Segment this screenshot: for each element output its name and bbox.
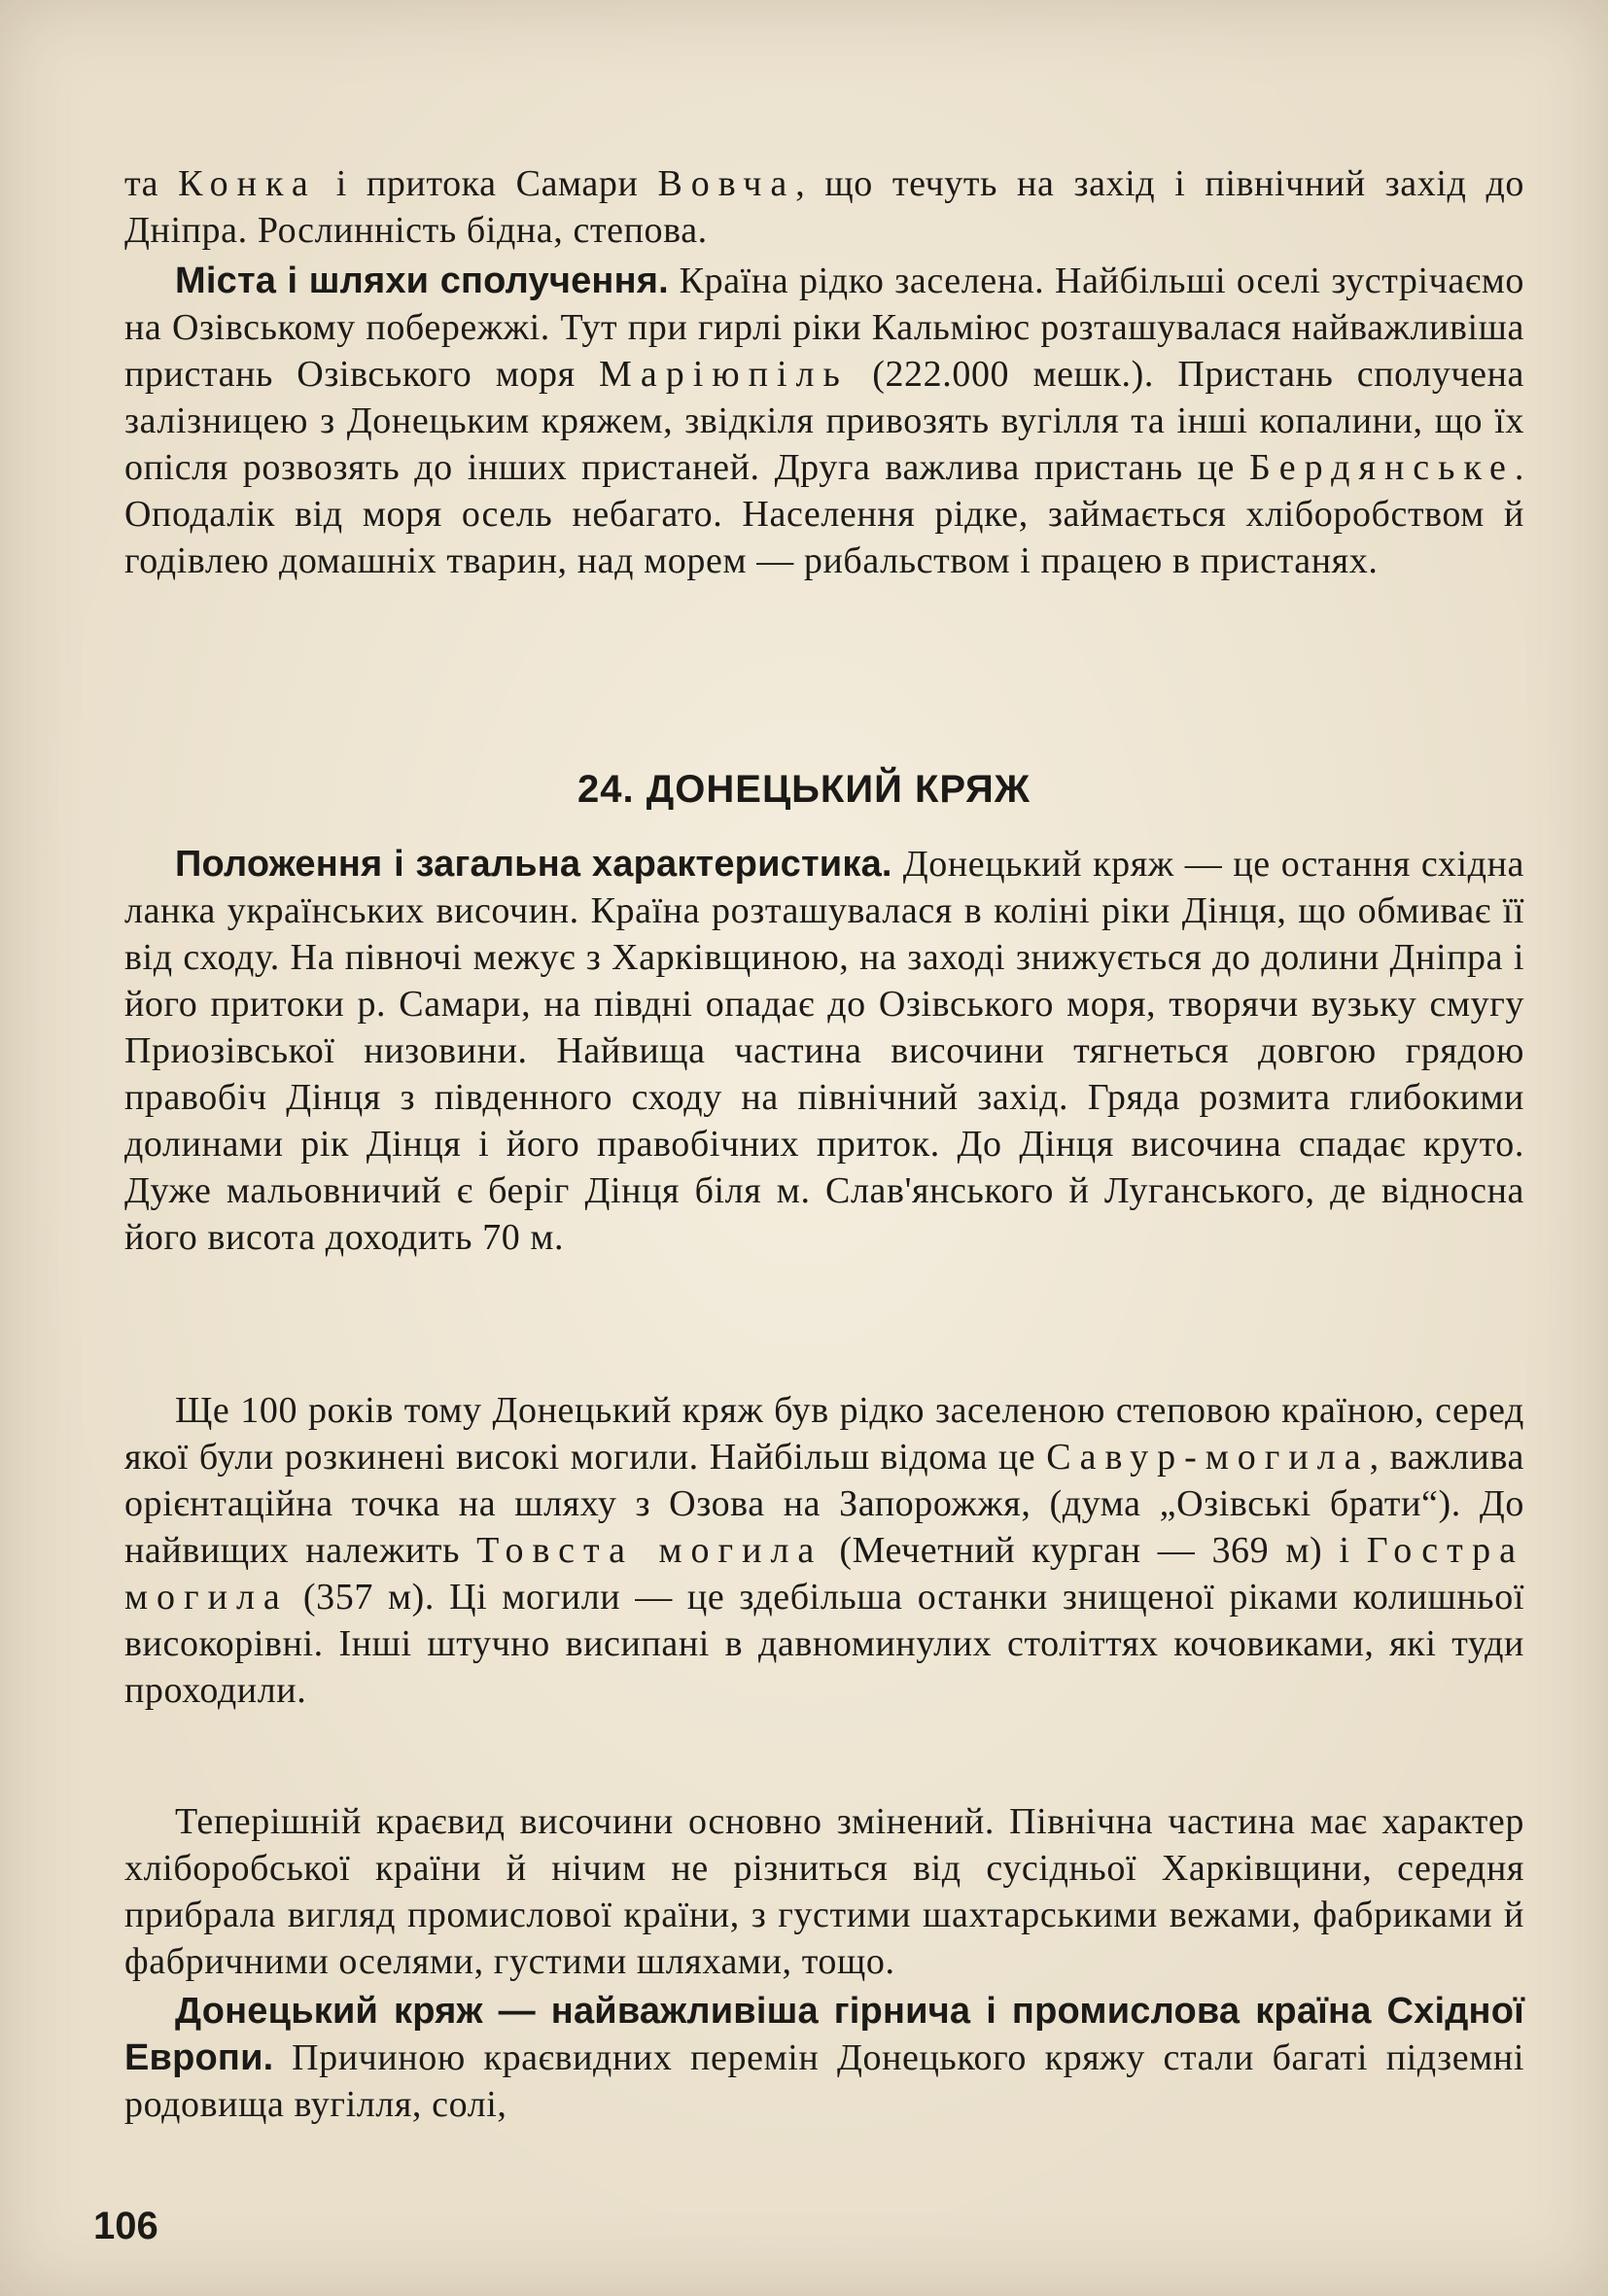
text-run: і притока Самари — [316, 163, 658, 204]
paragraph-heading-industry: Донецький кряж — найважливіша гірнича і промислова країна Східної Европи. — [124, 1991, 1524, 2078]
place-name-tovsta-mohyla: Товста могила — [476, 1530, 823, 1571]
paragraph-position — [124, 841, 1524, 1261]
place-name-hostra-mohyla: Гостра могила — [124, 1530, 1525, 1618]
text-run: , важлива орієнтаційна точка на шляху з Озова на Запорожжя, (дума „Озівські брати“). До найвищих належить — [124, 1437, 1524, 1571]
text-run: (Мечетний курган — 369 м) і — [822, 1530, 1367, 1571]
text-run: Теперішній краєвид височини основно змінений. Північна частина має характер хліборобської країни й нічим не різниться від сусідньої Харківщини, середня прибрала вигляд промислової країни, з густими шахтарськими вежами, фабриками й фабричними оселями, густими шляхами, тощо. — [124, 1801, 1524, 1982]
paragraph-history — [124, 1387, 1524, 1714]
section-title: 24. ДОНЕЦЬКИЙ КРЯЖ — [577, 768, 1031, 811]
place-name-savur-mohyla: Савур-могила — [1046, 1437, 1370, 1478]
text-run: Ще 100 років тому Донецький кряж був рідко заселеною степовою країною, серед якої були розкинені високі могили. Найбільш відома це — [124, 1390, 1524, 1478]
text-run: . Оподалік від моря осель небагато. Населення рідке, займається хліборобством й годівлею домашніх тварин, над морем — рибальством і працею в пристанях. — [124, 447, 1524, 581]
city-name-berdiansk: Бердянське — [1248, 447, 1515, 488]
text-run: Країна рідко заселена. Найбільші оселі зустрічаємо на Озівському побережжі. Тут при гирлі ріки Кальміюс розташувалася найважливіша пристань Озівського моря — [124, 261, 1524, 395]
river-name-konka: Конка — [178, 163, 317, 204]
paragraph-industry — [124, 1988, 1524, 2128]
text-run: (222.000 мешк.). Пристань сполучена залізницею з Донецьким кряжем, звідкіля привозять вугілля та інші копалини, що їх опісля розвозять до інших пристаней. Друга важлива пристань це — [124, 354, 1525, 488]
paragraph-rivers — [124, 160, 1524, 254]
city-name-mariupol: Маріюпіль — [599, 354, 849, 395]
paragraph-heading-position: Положення і загальна характеристика. — [175, 844, 892, 885]
river-name-vovcha: Вовча — [657, 163, 796, 204]
text-run: Причиною краєвидних перемін Донецького кряжу стали багаті підземні родовища вугілля, солі, — [124, 2037, 1524, 2125]
text-run: Донецький кряж — це остання східна ланка українських височин. Країна розташувалася в коліні ріки Дінця, що обмиває її від сходу. На півночі межує з Харківщиною, на заході знижується до долини Дніпра і його притоки р. Самари, на півдні опадає до Озівського моря, творячи вузьку смугу Приозівської низовини. Найвища частина височини тягнеться довгою грядою правобіч Дінця з південного сходу на північний захід. Гряда розмита глибокими долинами рік Дінця і його правобічних приток. До Дінця височина спадає круто. Дуже мальовничий є беріг Дінця біля м. Слав'янського й Луганського, де відносна його висота доходить 70 м. — [124, 844, 1524, 1258]
page-number: 106 — [93, 2205, 158, 2247]
paragraph-cities — [124, 258, 1524, 584]
text-run: (357 м). Ці могили — це здебільша останки знищеної ріками колишньої високорівні. Інші штучно висипані в давноминулих століттях кочовиками, які туди проходили. — [124, 1577, 1524, 1711]
paragraph-heading-cities: Міста і шляхи сполучення. — [175, 261, 669, 301]
text-run: та — [124, 163, 179, 204]
paragraph-landscape — [124, 1798, 1524, 1985]
text-run: , що течуть на захід і північний захід до Дніпра. Рослинність бідна, степова. — [124, 163, 1524, 251]
